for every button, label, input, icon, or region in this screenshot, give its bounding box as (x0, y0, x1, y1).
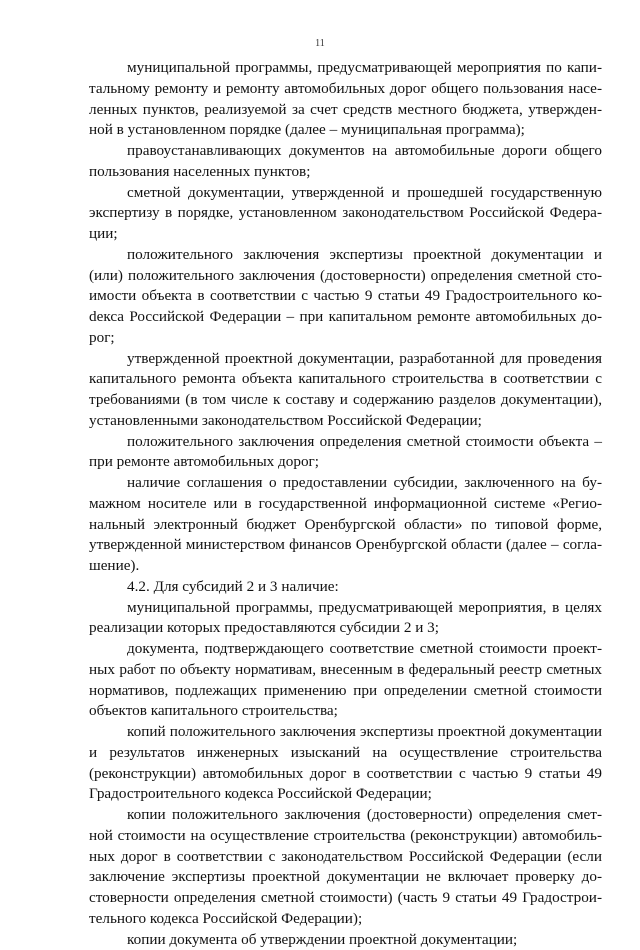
paragraph: положительного заключения экспертизы проектной документации и (или) положительного заключения (достоверности) определения сметной стоимости объекта в соответствии с частью 9 статьи 49 Градостроительного коdекса Российской Федерации – при капитальном ремонте автомобильных дорог; (89, 245, 602, 349)
document-body (89, 58, 602, 950)
paragraph: муниципальной программы, предусматривающей мероприятия по капитальному ремонту и ремонту автомобильных дорог общего пользования населенных пунктов, реализуемой за счет средств местного бюджета, утвержденной в установленном порядке (далее – муниципальная программа); (89, 58, 602, 141)
paragraph: правоустанавливающих документов на автомобильные дороги общего пользования населенных пунктов; (89, 141, 602, 183)
paragraph: копии документа об утверждении проектной документации; (89, 930, 602, 950)
page-number: 11 (0, 38, 640, 49)
paragraph: утвержденной проектной документации, разработанной для проведения капитального ремонта объекта капитального строительства в соответствии с требованиями (в том числе к составу и содержанию разделов документации), установленными законодательством Российской Федерации; (89, 349, 602, 432)
paragraph: положительного заключения определения сметной стоимости объекта – при ремонте автомобильных дорог; (89, 432, 602, 474)
paragraph: копий положительного заключения экспертизы проектной документации и результатов инженерных изысканий на осуществление строительства (реконструкции) автомобильных дорог в соответствии с частью 9 статьи 49 Градостроительного кодекса Российской Федерации; (89, 722, 602, 805)
paragraph: сметной документации, утвержденной и прошедшей государственную экспертизу в порядке, установленном законодательством Российской Федерации; (89, 183, 602, 245)
paragraph: копии положительного заключения (достоверности) определения сметной стоимости на осуществление строительства (реконструкции) автомобильных дорог в соответствии с законодательством Российской Федерации (если заключение экспертизы проектной документации не включает проверку достоверности определения сметной стоимости) (часть 9 статьи 49 Градостроительного кодекса Российской Федерации); (89, 805, 602, 930)
section-heading: 4.2. Для субсидий 2 и 3 наличие: (89, 577, 602, 598)
paragraph: муниципальной программы, предусматривающей мероприятия, в целях реализации которых предоставляются субсидии 2 и 3; (89, 598, 602, 640)
paragraph: наличие соглашения о предоставлении субсидии, заключенного на бумажном носителе или в государственной информационной системе «Региональный электронный бюджет Оренбургской области» по типовой форме, утвержденной министерством финансов Оренбургской области (далее – соглашение). (89, 473, 602, 577)
paragraph: документа, подтверждающего соответствие сметной стоимости проектных работ по объекту нормативам, внесенным в федеральный реестр сметных нормативов, подлежащих применению при определении сметной стоимости объектов капитального строительства; (89, 639, 602, 722)
